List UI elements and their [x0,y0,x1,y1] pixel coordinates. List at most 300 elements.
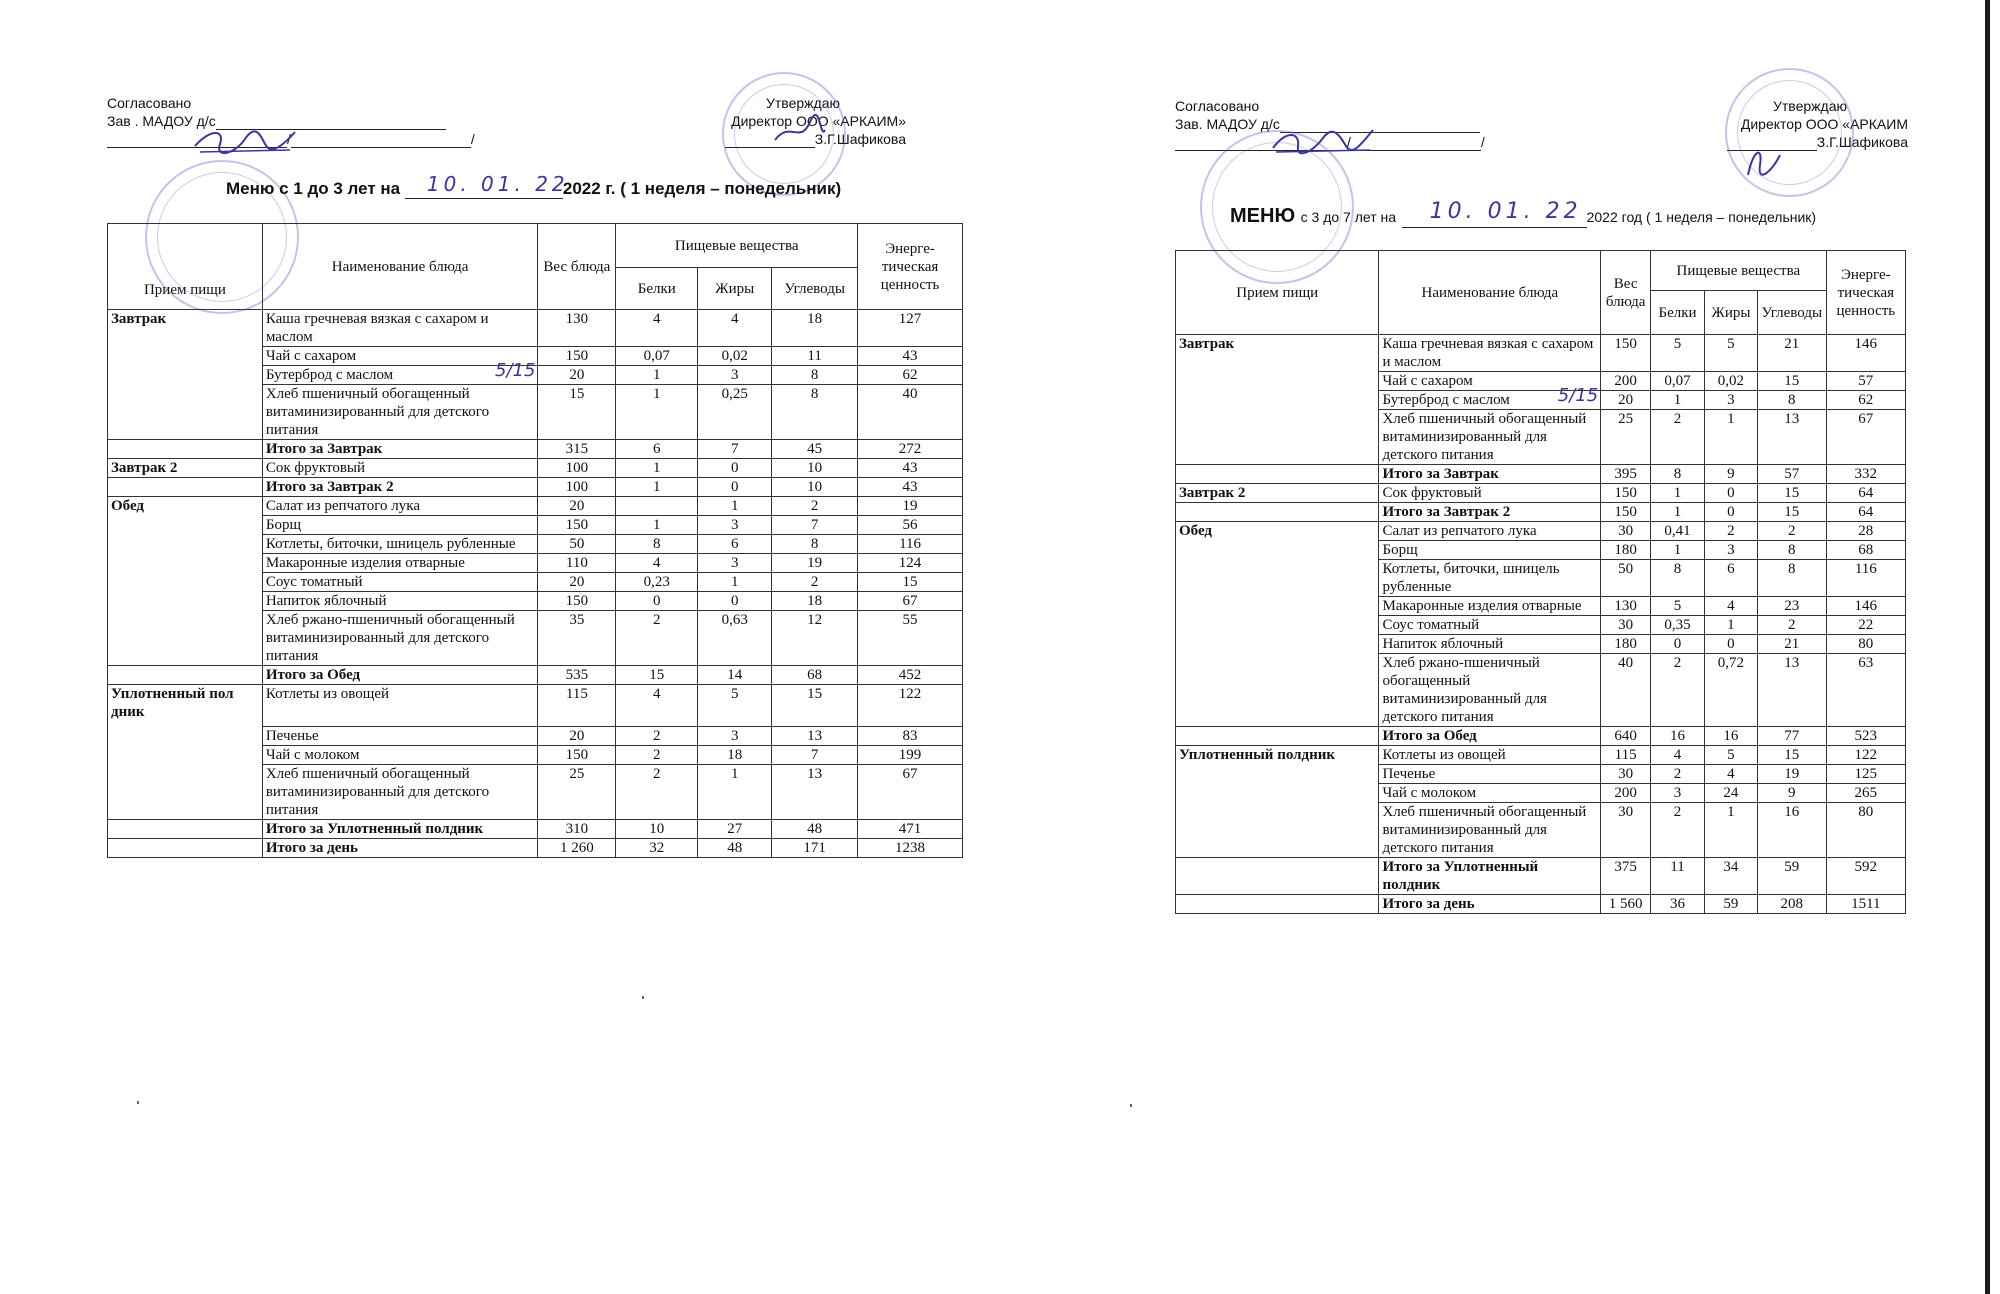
fat-value: 4 [1704,597,1757,616]
meal-name: Уплотненный пол дник [108,685,263,820]
handwritten-signature [190,124,300,160]
dish-name [1379,484,1601,503]
meal-empty-cell [108,839,263,858]
meal-name: Обед [108,497,263,666]
weight-value: 115 [538,685,616,727]
dish-name-text: Борщ [265,517,301,533]
weight-value: 150 [538,516,616,535]
protein-value: 0 [1651,635,1705,654]
meal-name: Завтрак 2 [1176,484,1379,503]
protein-value: 11 [1651,858,1705,895]
protein-value: 6 [616,440,698,459]
carbs-value: 10 [772,478,858,497]
fat-value: 7 [698,440,772,459]
weight-value: 375 [1601,858,1651,895]
dish-name-text: Хлеб ржано-пшеничный обогащенный витаминизированный для детского питания [265,612,515,664]
weight-value: 535 [538,666,616,685]
subtotal-label: Итого за Завтрак 2 [262,478,538,497]
energy-value: 116 [858,535,963,554]
menu-table [107,223,963,858]
fat-value: 0,02 [1704,372,1757,391]
carbs-value: 15 [1757,372,1826,391]
weight-value: 50 [538,535,616,554]
protein-value: 4 [616,685,698,727]
menu-sheet-preschool [1000,0,2000,1294]
agreed-label: Согласовано [1175,98,1260,114]
scan-speck [1130,1104,1132,1107]
weight-value: 130 [538,310,616,347]
carbs-value: 7 [772,516,858,535]
carbs-value: 16 [1757,803,1826,858]
dish-name [262,611,538,666]
weight-value: 100 [538,478,616,497]
carbs-value: 171 [772,839,858,858]
weight-value: 180 [1601,635,1651,654]
protein-value: 1 [1651,484,1705,503]
carbs-value: 13 [1757,654,1826,727]
fat-value: 2 [1704,522,1757,541]
agreed-label: Согласовано [107,95,192,111]
dish-name [1379,522,1601,541]
col-header-dish: Наименование блюда [262,224,538,310]
fat-value: 59 [1704,895,1757,914]
table-row [1176,484,1906,503]
col-header-weight: Вес блюда [1601,251,1651,335]
subtotal-label: Итого за Уплотненный полдник [1379,858,1601,895]
energy-value: 43 [858,347,963,366]
fat-value: 3 [1704,541,1757,560]
energy-value: 124 [858,554,963,573]
col-header-carbs: Углеводы [772,268,858,310]
dish-name-text: Борщ [1382,542,1418,558]
carbs-value: 15 [772,685,858,727]
subtotal-label: Итого за Обед [1379,727,1601,746]
fat-value: 1 [698,497,772,516]
energy-value: 80 [1826,803,1905,858]
protein-value: 4 [616,554,698,573]
subtotal-row [108,666,963,685]
director-signature [770,110,830,150]
dish-name [1379,541,1601,560]
protein-value [616,497,698,516]
director-title: Директор ООО «АРКАИМ» [731,113,906,129]
subtotal-row [108,820,963,839]
table-row [1176,522,1906,541]
subtotal-row [1176,858,1906,895]
energy-value: 146 [1826,335,1905,372]
dish-name [1379,560,1601,597]
dish-name-text: Котлеты из овощей [1382,747,1506,763]
dish-name-text: Печенье [1382,766,1436,782]
fat-value: 3 [698,554,772,573]
energy-value: 83 [858,727,963,746]
dish-name-text: Бутерброд с маслом [265,367,394,383]
subtotal-row [1176,465,1906,484]
carbs-value: 8 [772,366,858,385]
energy-value: 471 [858,820,963,839]
director-name-row: З.Г.Шафикова [700,130,906,148]
weight-value: 200 [1601,784,1651,803]
subtotal-row [108,440,963,459]
director-name-row: З.Г.Шафикова [1712,133,1908,151]
weight-value: 30 [1601,616,1651,635]
energy-value: 57 [1826,372,1905,391]
energy-value: 40 [858,385,963,440]
fat-value: 18 [698,746,772,765]
weight-value: 310 [538,820,616,839]
date-field: 10. 01. 22 [405,184,563,199]
protein-value: 2 [1651,410,1705,465]
protein-value: 2 [1651,765,1705,784]
carbs-value: 2 [772,497,858,516]
fat-value: 3 [698,366,772,385]
dish-name-text: Салат из репчатого лука [265,498,420,514]
weight-value: 20 [538,497,616,516]
fat-value: 24 [1704,784,1757,803]
weight-value: 1 260 [538,839,616,858]
protein-value: 1 [616,366,698,385]
energy-value: 19 [858,497,963,516]
energy-value: 63 [1826,654,1905,727]
dish-name [262,727,538,746]
energy-value: 122 [1826,746,1905,765]
dish-name-text: Чай с сахаром [1382,373,1473,389]
protein-value: 2 [1651,803,1705,858]
energy-value: 67 [1826,410,1905,465]
dish-name [1379,385,1601,410]
carbs-value: 208 [1757,895,1826,914]
dish-name [262,685,538,727]
carbs-value: 21 [1757,635,1826,654]
table-row [1176,746,1906,765]
carbs-value: 18 [772,592,858,611]
signature-row: / / [1175,133,1485,151]
protein-value: 2 [616,765,698,820]
handwritten-mark: 5/15 [1557,385,1599,406]
day-total-label: Итого за день [262,839,538,858]
carbs-value: 18 [772,310,858,347]
col-header-meal: Прием пищи [1176,251,1379,335]
weight-value: 115 [1601,746,1651,765]
weight-value: 150 [1601,484,1651,503]
carbs-value: 8 [1757,391,1826,410]
dish-name-text: Салат из репчатого лука [1382,523,1537,539]
carbs-value: 9 [1757,784,1826,803]
table-row [1176,335,1906,372]
protein-value: 2 [616,727,698,746]
energy-value: 55 [858,611,963,666]
dish-name-text: Соус томатный [265,574,363,590]
subtotal-label: Итого за Обед [262,666,538,685]
meal-empty-cell [1176,727,1379,746]
col-header-fat: Жиры [1704,291,1757,335]
meal-empty-cell [1176,895,1379,914]
protein-value: 32 [616,839,698,858]
meal-empty-cell [1176,503,1379,522]
protein-value: 10 [616,820,698,839]
day-total-label: Итого за день [1379,895,1601,914]
protein-value: 0,07 [616,347,698,366]
protein-value: 2 [616,611,698,666]
dish-name [262,310,538,347]
menu-table-body [108,310,963,858]
weight-value: 150 [538,592,616,611]
energy-value: 523 [1826,727,1905,746]
fat-value: 3 [698,727,772,746]
weight-value: 30 [1601,522,1651,541]
protein-value: 15 [616,666,698,685]
scan-edge [1985,0,1990,1294]
weight-value: 35 [538,611,616,666]
carbs-value: 8 [1757,560,1826,597]
dish-name-text: Хлеб ржано-пшеничный обогащенный витаминизированный для детского питания [1382,655,1547,725]
meal-empty-cell [108,478,263,497]
energy-value: 452 [858,666,963,685]
dish-name [1379,410,1601,465]
carbs-value: 19 [1757,765,1826,784]
dish-name-text: Хлеб пшеничный обогащенный витаминизированный для детского питания [1382,411,1587,463]
weight-value: 1 560 [1601,895,1651,914]
carbs-value: 68 [772,666,858,685]
fat-value: 5 [1704,335,1757,372]
fat-value: 0,25 [698,385,772,440]
dish-name-text: Сок фруктовый [1382,485,1482,501]
date-field: 10. 01. 22 [1402,213,1587,228]
protein-value: 8 [616,535,698,554]
weight-value: 395 [1601,465,1651,484]
weight-value: 25 [1601,410,1651,465]
fat-value: 1 [1704,803,1757,858]
protein-value: 0,23 [616,573,698,592]
fat-value: 16 [1704,727,1757,746]
carbs-value: 2 [1757,522,1826,541]
energy-value: 64 [1826,503,1905,522]
col-header-fat: Жиры [698,268,772,310]
energy-value: 125 [1826,765,1905,784]
subtotal-row [1176,727,1906,746]
meal-name: Обед [1176,522,1379,727]
energy-value: 64 [1826,484,1905,503]
weight-value: 20 [538,366,616,385]
weight-value: 30 [1601,765,1651,784]
protein-value: 1 [1651,503,1705,522]
dish-name-text: Каша гречневая вязкая с сахаром и маслом [265,311,489,345]
fat-value: 0 [698,592,772,611]
energy-value: 67 [858,592,963,611]
carbs-value: 59 [1757,858,1826,895]
dish-name [1379,597,1601,616]
weight-value: 50 [1601,560,1651,597]
meal-name: Завтрак [1176,335,1379,465]
dish-name-text: Котлеты, биточки, шницель рубленные [1382,561,1560,595]
dish-name-text: Соус томатный [1382,617,1480,633]
weight-value: 180 [1601,541,1651,560]
energy-value: 43 [858,459,963,478]
dish-name-text: Чай с сахаром [265,348,357,364]
energy-value: 56 [858,516,963,535]
approve-label: Утверждаю [766,95,840,111]
dish-name-text: Каша гречневая вязкая с сахаром и маслом [1382,336,1594,370]
col-header-nutrients: Пищевые вещества [1651,251,1827,291]
protein-value: 3 [1651,784,1705,803]
energy-value: 146 [1826,597,1905,616]
dish-name [262,765,538,820]
weight-value: 100 [538,459,616,478]
weight-value: 30 [1601,803,1651,858]
energy-value: 62 [858,366,963,385]
menu-title: МЕНЮ с 3 до 7 лет на 10. 01. 22 2022 год ( 1 неделя – понедельник) [1230,199,1817,227]
meal-name: Завтрак 2 [108,459,263,478]
head-role: Зав. МАДОУ д/с [1175,115,1485,133]
subtotal-row [108,478,963,497]
fat-value: 48 [698,839,772,858]
dish-name [1379,635,1601,654]
signature-row: / / [107,130,475,148]
protein-value: 8 [1651,560,1705,597]
meal-name: Уплотненный полдник [1176,746,1379,858]
col-header-protein: Белки [1651,291,1705,335]
meal-name: Завтрак [108,310,263,440]
fat-value: 27 [698,820,772,839]
dish-name [262,497,538,516]
energy-value: 199 [858,746,963,765]
protein-value: 0,41 [1651,522,1705,541]
carbs-value: 15 [1757,484,1826,503]
fat-value: 0 [698,459,772,478]
energy-value: 127 [858,310,963,347]
carbs-value: 77 [1757,727,1826,746]
dish-name [262,592,538,611]
protein-value: 1 [616,459,698,478]
weight-value: 15 [538,385,616,440]
scan-speck [642,996,644,999]
weight-value: 150 [538,746,616,765]
weight-value: 150 [538,347,616,366]
dish-name [1379,765,1601,784]
dish-name [1379,335,1601,372]
dish-name-text: Котлеты, биточки, шницель рубленные [265,536,516,552]
carbs-value: 10 [772,459,858,478]
protein-value: 0,35 [1651,616,1705,635]
fat-value: 0,72 [1704,654,1757,727]
fat-value: 0 [698,478,772,497]
dish-name [1379,616,1601,635]
col-header-energy: Энерге-тическая ценность [1826,251,1905,335]
director-signature [1738,140,1788,180]
carbs-value: 57 [1757,465,1826,484]
fat-value: 9 [1704,465,1757,484]
menu-table-body [1176,335,1906,914]
weight-value: 200 [1601,372,1651,391]
col-header-nutrients: Пищевые вещества [616,224,858,268]
dish-name [262,573,538,592]
carbs-value: 48 [772,820,858,839]
table-row [108,459,963,478]
day-total-row [108,839,963,858]
fat-value: 1 [698,573,772,592]
dish-name-text: Хлеб пшеничный обогащенный витаминизированный для детского питания [1382,804,1587,856]
signature-line [291,133,471,148]
dish-name-text: Напиток яблочный [1382,636,1504,652]
menu-title: Меню с 1 до 3 лет на 10. 01. 22 2022 г. ( 1 неделя – понедельник) [226,172,842,198]
fat-value: 5 [698,685,772,727]
head-role: Зав . МАДОУ д/с [107,112,475,130]
col-header-carbs: Углеводы [1757,291,1826,335]
protein-value: 4 [1651,746,1705,765]
protein-value: 1 [1651,541,1705,560]
energy-value: 43 [858,478,963,497]
dish-name [1379,803,1601,858]
dish-name-text: Макаронные изделия отварные [265,555,465,571]
dish-name [262,385,538,440]
dish-name-text: Хлеб пшеничный обогащенный витаминизированный для детского питания [265,766,490,818]
director-title: Директор ООО «АРКАИМ [1740,116,1908,132]
energy-value: 67 [858,765,963,820]
protein-value: 2 [616,746,698,765]
weight-value: 20 [538,573,616,592]
weight-value: 315 [538,440,616,459]
dish-name [262,746,538,765]
fat-value: 0 [1704,484,1757,503]
dish-name-text: Чай с молоком [1382,785,1477,801]
protein-value: 1 [1651,391,1705,410]
weight-value: 20 [1601,391,1651,410]
dish-name [262,554,538,573]
fat-value: 0 [1704,635,1757,654]
protein-value: 1 [616,478,698,497]
fat-value: 3 [1704,391,1757,410]
carbs-value: 2 [772,573,858,592]
fat-value: 3 [698,516,772,535]
meal-empty-cell [108,440,263,459]
dish-name [1379,784,1601,803]
col-header-dish: Наименование блюда [1379,251,1601,335]
weight-value: 40 [1601,654,1651,727]
energy-value: 122 [858,685,963,727]
carbs-value: 8 [772,385,858,440]
fat-value: 6 [698,535,772,554]
carbs-value: 19 [772,554,858,573]
dish-name-text: Бутерброд с маслом [1382,392,1510,408]
dish-name-text: Макаронные изделия отварные [1382,598,1582,614]
table-row [108,497,963,516]
fat-value: 0 [1704,503,1757,522]
protein-value: 0,07 [1651,372,1705,391]
weight-value: 25 [538,765,616,820]
fat-value: 1 [1704,410,1757,465]
protein-value: 5 [1651,335,1705,372]
weight-value: 20 [538,727,616,746]
energy-value: 592 [1826,858,1905,895]
meal-empty-cell [1176,465,1379,484]
dish-name-text: Хлеб пшеничный обогащенный витаминизированный для детского питания [265,386,490,438]
subtotal-row [1176,503,1906,522]
protein-value: 1 [616,385,698,440]
fat-value: 14 [698,666,772,685]
carbs-value: 15 [1757,503,1826,522]
dish-name-text: Чай с молоком [265,747,360,763]
fat-value: 6 [1704,560,1757,597]
carbs-value: 45 [772,440,858,459]
table-row [108,685,963,727]
weight-value: 150 [1601,335,1651,372]
meal-empty-cell [1176,858,1379,895]
meal-empty-cell [108,666,263,685]
fat-value: 0,02 [698,347,772,366]
carbs-value: 7 [772,746,858,765]
protein-value: 0 [616,592,698,611]
weight-value: 130 [1601,597,1651,616]
